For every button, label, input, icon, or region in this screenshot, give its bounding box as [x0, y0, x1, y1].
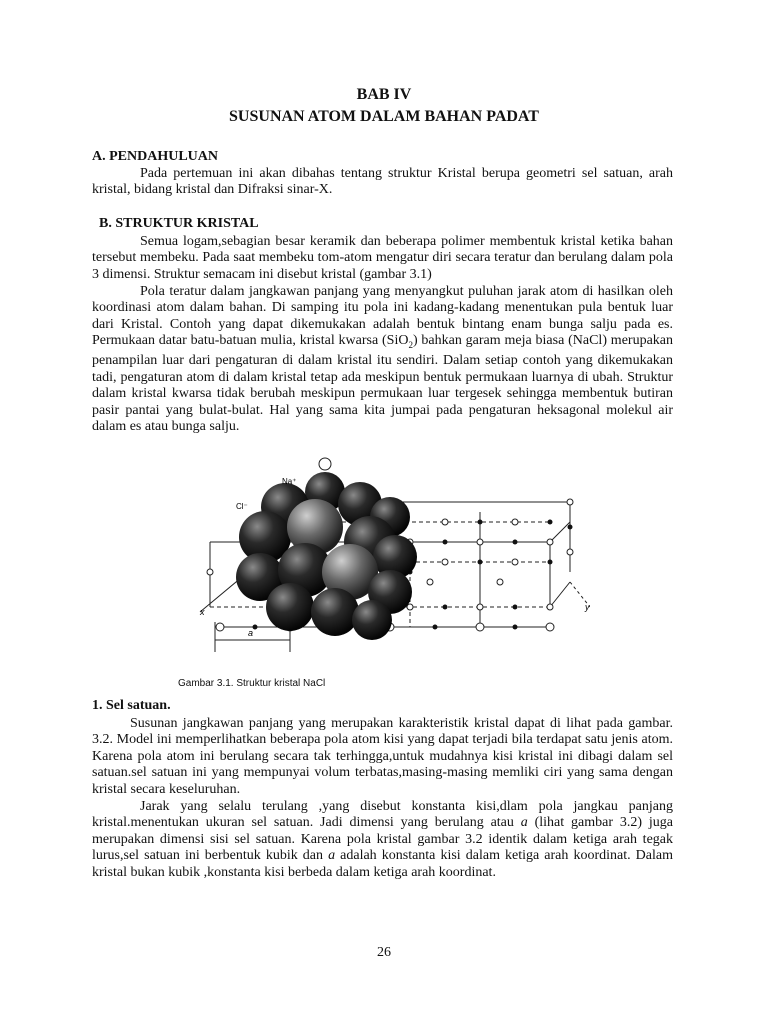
chapter-title: SUSUNAN ATOM DALAM BAHAN PADAT	[229, 108, 539, 125]
cl-ion-label: Cl⁻	[236, 502, 248, 511]
section-b-text-1: Semua logam,sebagian besar keramik dan beberapa polimer membentuk kristal ketika bahan tersebut membeku. Pada saat membeku tom-atom mengatur diri secara teratur dan berulang dalam pola 3 dimensi. Struktur semacam ini disebut kristal (gambar 3.1)	[92, 234, 673, 282]
na-ion-label: Na⁺	[282, 477, 297, 486]
lattice-constant-label: a	[248, 628, 254, 638]
section-1-text-2c: adalah konstanta kisi dalam ketiga arah koordinat. Dalam kristal bukan kubik ,konstanta kisi berbeda dalam ketiga arah koordinat.	[92, 848, 673, 880]
section-b-text-2b: ) bahkan garam meja biasa (NaCl) merupakan penampilan luar dari pengaturan di dalam kristal itu sendiri. Dalam setiap contoh yang dikemukakan tadi, pengaturan atom di dalam kristal tetap ada meskipun bentuk permukaan luarnya di ubah. Struktur dalam kristal kwarsa tidak berubah meskipun permukaan luar tergesek sehingga membentuk butiran pasir pantai yang bulat-bulat. Hal yang sama kita jumpai pada pengaturan heksagonal molekul air dalam es atau bunga salju.	[92, 333, 673, 435]
lattice-constant-a-1: a	[520, 815, 528, 831]
chapter-label: BAB IV	[356, 86, 412, 103]
lattice-constant-a-2: a	[328, 848, 336, 864]
section-b-text-2a: Pola teratur dalam jangkawan panjang yang menyangkut puluhan jarak atom di hasilkan oleh koordinasi atom dalam bahan. Di samping itu pola ini kadang-kadang menentukan pula bentuk luar dari Kristal. Contoh yang dapat dikemukakan adalah bentuk bintang enam bunga salju pada es. Permukaan datar batu-batuan mulia, kristal kwarsa (SiO	[92, 284, 673, 349]
section-1-paragraph-2	[92, 799, 673, 881]
section-1-paragraph-1	[92, 716, 673, 798]
section-1-text-1: Susunan jangkawan panjang yang merupakan karakteristik kristal dapat di lihat pada gambar. 3.2. Model ini memperlihatkan beberapa pola atom kisi yang dapat terjadi bila terdapat satu jenis atom. Karena pola atom ini berulang secara tak terhingga,untuk mudahnya kisi kristal ini dibagi dalam sel satuan.sel satuan ini yang mempunyai volum terbatas,masing-masing memliki ciri yang sama dengan kristal secara keseluruhan.	[92, 716, 673, 797]
subscript-2: 2	[408, 340, 413, 351]
section-b-heading: B. STRUKTUR KRISTAL	[99, 216, 259, 231]
section-b-paragraph-1	[92, 234, 673, 283]
section-a-heading: A. PENDAHULUAN	[92, 149, 218, 164]
section-b-paragraph-2	[92, 284, 673, 435]
section-a-text: Pada pertemuan ini akan dibahas tentang struktur Kristal berupa geometri sel satuan, arah kristal, bidang kristal dan Difraksi sinar-X.	[92, 166, 673, 198]
section-1-text-2b: (lihat gambar 3.2) juga merupakan dimensi sisi sel satuan. Karena pola kristal gambar 3.2 identik dalam ketiga arah tegak lurus,sel satuan ini berbentuk kubik dan	[92, 815, 673, 864]
atom-sphere-cluster	[236, 458, 417, 640]
y-axis-label: y	[585, 602, 590, 612]
page-number: 26	[377, 945, 391, 960]
x-axis-label: x	[200, 607, 205, 617]
figure-caption: Gambar 3.1. Struktur kristal NaCl	[178, 678, 326, 689]
section-1-heading: 1. Sel satuan.	[92, 698, 171, 713]
nacl-crystal-figure	[180, 452, 590, 682]
section-a-paragraph	[92, 166, 673, 199]
section-1-text-2a: Jarak yang selalu terulang ,yang disebut konstanta kisi,dlam pola jangkau panjang kristal.menentukan ukuran sel satuan. Jadi dimensi yang berulang atau	[92, 799, 673, 831]
